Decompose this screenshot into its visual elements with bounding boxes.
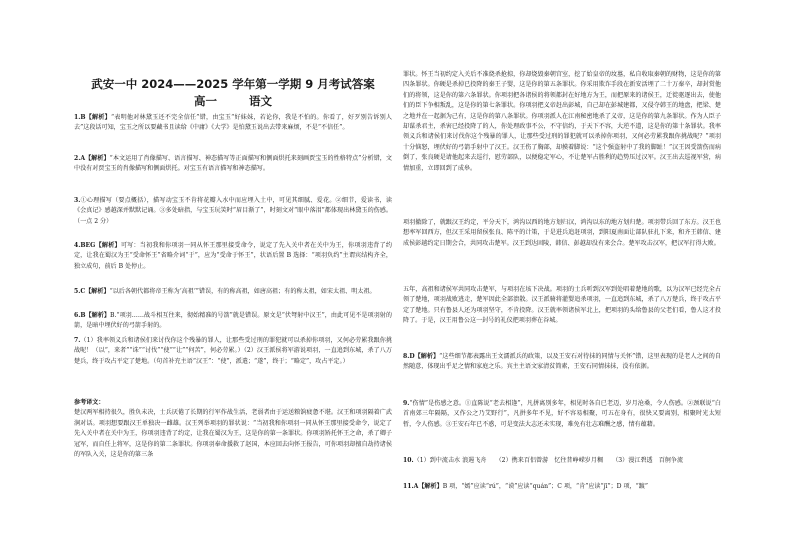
answer-text: “表明他对林黛玉还不完全信任”错，由宝玉“好妹妹，若论你，我是不怕的。你看了，好歹别告诉别人去”这段话可知，宝玉之所以要藏书且读给《中庸》《大学》是怕黛玉说出去带来麻烦，不是“不信任”。 [74, 114, 392, 132]
answer-label: 10. [403, 457, 414, 464]
translation-paragraph [74, 398, 392, 510]
translation-text: 楚汉两军相持很久，胜负未决，士兵厌倦了长期的行军作战生活，老弱者由于运送粮饷疲惫不堪。汉王和项羽隔着广武涧对话。项羽想要跟汉王单独决一雌雄。汉王列举项羽的罪状说：“当初我和你项羽一同从怀王那里接受命令，说定了先入关中者在关中为王，你项羽违背了约定，让我在蜀汉为王，这是你的第一条罪状。你项羽矫托怀王之命，杀了卿子冠军，而自任上将军，这是你的第二条罪状。你项羽奉命援救了赵国，本应回去向怀王报告，可你项羽却擅自劫持诸侯的军队入关，这是你的第三条 [74, 409, 392, 459]
answer-label: 7. [74, 337, 81, 344]
answer-paragraph [74, 311, 392, 332]
answer-text: B.“项羽……战斗相互往来，彻始精准的号箭”就是错误。原文是“伏弩射中汉王”，由此可见不是项羽射的箭，是暗中埋伏好的弓箭手射的。 [74, 312, 392, 330]
answer-paragraph [74, 287, 392, 308]
answer-paragraph [74, 336, 392, 398]
translation-paragraph [403, 70, 721, 215]
answer-paragraph [74, 196, 392, 238]
translation-paragraph [403, 218, 721, 280]
document-subtitle [74, 93, 392, 109]
translation-label: 参考译文： [74, 399, 105, 406]
answer-paragraph [403, 456, 721, 477]
answer-text: 可写：当初我和你项羽一同从怀王那里接受命令，说定了先入关中者在关中为王，你项羽违背了约定，让我在蜀汉为王“受命怀王”省略介词“于”，应为“受命于怀王”，状语后置 B 选择：“项羽负约”主谓宾结构齐全，独立成句，前后 B 处停止。 [74, 242, 392, 270]
answer-text: “本文运用了肖像描写、语言描写、神态描写等正面描写和侧面烘托来刻画贾宝玉的性格特点”分析错，文中没有对贾宝玉的肖像描写和侧面烘托。对宝玉有语言描写和神态描写。 [74, 155, 392, 173]
answer-text: ①心理描写（要点概括），描写动宝玉不肯将花瓣入水中而应埋入土中，可见其细腻、爱花。②细节，爱读书，读《会真记》感越深并默默记诵。③多处暗指，与宝玉玩笑时“眉目渐了”，时刻文对“眼中落泪”都体现出林黛玉的伤感。（一点 2 分） [74, 197, 392, 225]
translation-paragraph [403, 285, 721, 347]
answer-text: B 项，“嫣”应读“rú”，“谟”应读“quán”；C 项，“肯”应读“jī”；D 项，“踱” [442, 483, 649, 490]
answer-label: 6.B【解析】 [74, 312, 111, 319]
answer-label: 1.B【解析】 [74, 114, 111, 121]
answer-label: 11.A【解析】 [403, 483, 443, 490]
grade-label: 高一 [193, 94, 217, 108]
translation-text: 罪状。怀王当初约定入关后不准烧杀抢掠，你却烧毁秦朝宫室，挖了始皇帝的坟墓，私自收取秦朝的财物，这是你的第四条罪状。你硬是杀掉已投降的秦王子婴，这是你的第五条罪状。你采用欺诈手段在新安活埋了二十万秦卒，却封赏他们的将领，这是你的第六条罪状。你项羽把各诸侯的将领都封在好地方为王，而把原来的诸侯王，迁徙驱逐出去，使他们的臣下争相叛乱，这是你的第七条罪状。你项羽把义帝赶出彭城，自己却在彭城建都，又侵夺韩王的地盘，把梁、楚之地并在一起据为己有，这是你的第八条罪状。你项羽派人在江南秘密地杀了义帝，这是你的第九条罪状。作为人臣子却谋杀君主，杀害已经投降了的人，你处理政事不公，不守信约，于天下不容，大逆不道，这是你的第十条罪状。我率领义兵和诸侯们来讨伐你这个残暴的罪人，让那些受过刑的罪犯就可以杀掉你项羽，又何必劳累我跟你挑战呢？”项羽十分恼怒，埋伏好的弓箭手射中了汉王。汉王伤了胸部，却摸着脚说：“这个强盗射中了我的脚趾！”汉王因受箭伤而病倒了，张良硬是请他起来去巡行，慰劳部队，以便稳定军心，不让楚军占胜利的趋势压过汉军。汉王出去巡视军营，病情加重，立即回到了成皋。 [403, 71, 721, 172]
answer-label: 5.C【解析】 [74, 288, 110, 295]
answer-paragraph [74, 241, 392, 283]
answer-paragraph [74, 113, 392, 144]
translation-text: 项羽撤除了，就跟汉王约定，平分天下，鸿沟以西的地方划归汉，鸿沟以东的地方划归楚。项羽带兵回了东方。汉王也想率军回西方，但汉王采用留侯张良、陈平的计策，于是进兵追赶项羽，到阳夏南面让部队驻扎下来，和齐王韩信、建成侯彭越约定日期会合，共同攻击楚军。汉王到达固陵，韩信、彭越却没有来会合。楚军攻击汉军，把汉军打得大败。 [403, 219, 721, 247]
answer-paragraph [403, 352, 721, 394]
answer-label: 2.A【解析】 [74, 155, 110, 162]
answer-text: （1）到中流击水 浪遏飞舟 （2）携来百侣曾游 忆往昔峥嵘岁月稠 （3）漫江碧透 百舸争流 [413, 457, 684, 464]
answer-paragraph [403, 482, 721, 493]
answer-text: （1）我率领义兵和诸侯们来讨伐你这个残暴的罪人，让那些受过刑的罪犯就可以杀掉你项羽，又何必劳累我跟你挑战呢！（以“，来者”“诛”“讨伐”“使”“让”“何苦”，何必劳累。）（2）汉王派侯将军游说项羽，一直追到东城，杀了八万楚兵，终于攻占平定了楚地。（句首补充主语“汉王”：“使”，派遣；“遂”，终于；“略定”，攻占平定。） [74, 337, 392, 365]
subject-label: 语文 [249, 94, 273, 108]
answer-label: 4.BEG【解析】 [74, 242, 121, 249]
answer-paragraph [403, 399, 721, 451]
answer-text: “伤情”是伤感之意。①直陈说“老去相逢”，凡拼离别多年，相见时各自已老迈，岁月沧桑，令人伤感。②颈联说“白首南郊三年隔隔，又作公之乃艾野行”，凡拼多年不见，好不容易相聚，可五在身有，很快又要离别，相聚时光太短暂，令人伤感。③王安石年已不惑，可是变法大志还未实现，难免有壮志难酬之感，情有蕴藉。 [403, 400, 721, 428]
translation-text: 五年，高祖和诸侯军共同攻击楚军，与项羽在垓下决战。项羽的士兵听到汉军到处唱着楚地的歌，以为汉军已经完全占领了楚地，项羽战败逃走，楚军因此全部溃散。汉王派骑将灌婴追杀项羽，一直追到东城，杀了八万楚兵，终于攻占平定了楚地。只有鲁县人还为项羽坚守，不肯投降。汉王就率领诸侯军北上，把项羽的头给鲁县的父老们看，鲁人这才投降了。于是，汉王用鲁公这一封号的礼仪把项羽葬在谷城。 [403, 286, 721, 325]
answer-label: 3. [74, 197, 81, 204]
document-title: 武安一中 2024——2025 学年第一学期 9 月考试答案 [91, 77, 375, 91]
answer-text: “以后各朝代都将帝王称为‘高祖’”错误，有的称高祖，如唐高祖；有的称太祖，如宋太祖、明太祖。 [109, 288, 376, 295]
answer-label: 9. [403, 400, 410, 407]
answer-text: “这些细节都表露出王文濡派兵的政策，以及王安石对待抹的同情与关怀”错，这里表现的是老人之间的自然随意，体现出乎足之情和家庭之乐。宾主主语文家清贫简素，王安石同情抹抹，没有依据。 [403, 353, 721, 371]
answer-paragraph [74, 154, 392, 185]
answer-label: 8.D【解析】 [403, 353, 440, 360]
